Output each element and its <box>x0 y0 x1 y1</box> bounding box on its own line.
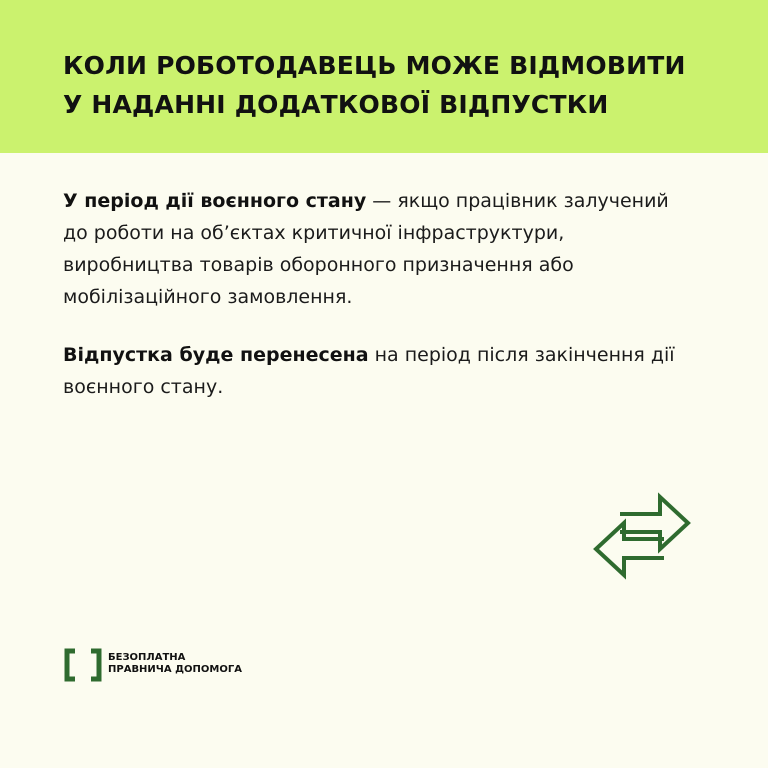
condition-text-1: — якщо працівник залучений <box>366 190 669 212</box>
page-title <box>63 46 743 124</box>
logo-line-1: БЕЗОПЛАТНА <box>108 652 186 663</box>
condition-bold: У період дії воєнного стану <box>63 190 367 212</box>
paragraph-postponed <box>63 339 713 403</box>
swap-arrows-icon <box>590 492 694 580</box>
title-line-1: КОЛИ РОБОТОДАВЕЦЬ МОЖЕ ВІДМОВИТИ <box>63 51 686 80</box>
condition-text-2: до роботи на об’єктах критичної інфраструктури, <box>63 222 565 244</box>
title-line-2: У НАДАННІ ДОДАТКОВОЇ ВІДПУСТКИ <box>63 90 609 119</box>
paragraph-condition <box>63 185 713 313</box>
postponed-text-2: воєнного стану. <box>63 376 224 398</box>
logo-text <box>108 652 242 676</box>
header-banner <box>0 0 768 153</box>
brackets-logo-icon <box>63 648 103 682</box>
logo-line-2: ПРАВНИЧА ДОПОМОГА <box>108 664 242 675</box>
condition-text-4: мобілізаційного замовлення. <box>63 286 353 308</box>
condition-text-3: виробництва товарів оборонного призначення або <box>63 254 574 276</box>
postponed-bold: Відпустка буде перенесена <box>63 344 369 366</box>
postponed-text-1: на період після закінчення дії <box>368 344 675 366</box>
